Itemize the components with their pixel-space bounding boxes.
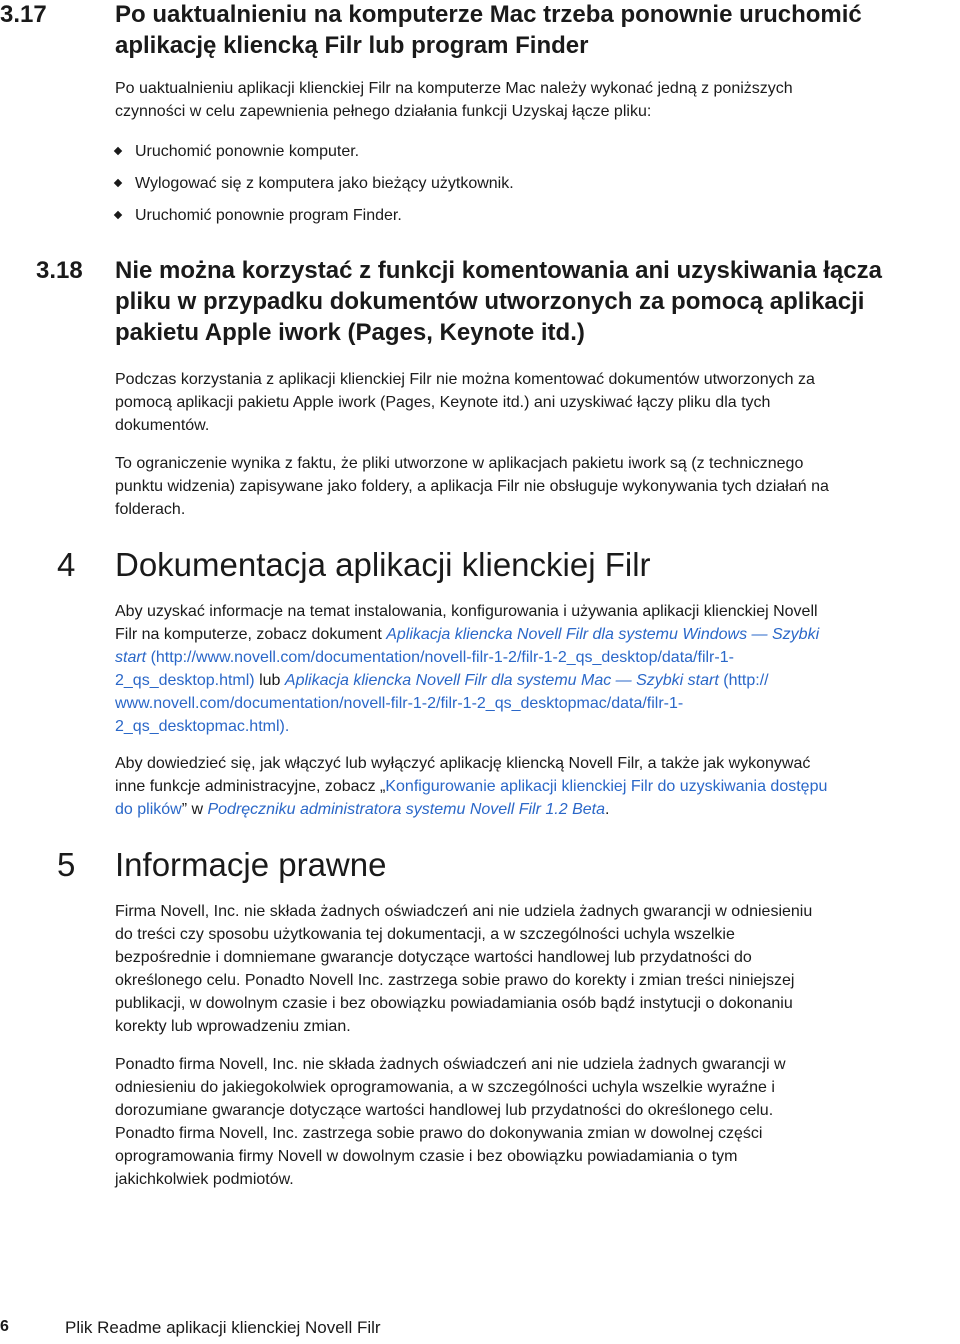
intro-line: Po uaktualnieniu aplikacji klienckiej Filr na komputerze Mac należy wykonać jedną z poniższych <box>115 80 793 97</box>
section-5-paragraph-2: Ponadto firma Novell, Inc. nie składa żadnych oświadczeń ani nie udziela żadnych gwarancji w odniesieniu do jakiegokolwiek oprogramowania, a w szczególności uchyla wszelkie wyraźne i dorozumiane gwarancje dotyczące wartości handlowej lub przydatności do określonego celu. Ponadto firma Novell, Inc. zastrzega sobie prawo do dokonywania zmian w dowolnej części oprogramowania firmy Novell w dowolnym czasie i bez obowiązku powiadamiania o tym jakichkolwiek podmiotów. <box>115 1056 786 1188</box>
link-configure-client[interactable]: Konfigurowanie aplikacji klienckiej Filr do uzyskiwania dostępu <box>385 778 828 795</box>
bullet-diamond-icon <box>114 147 122 155</box>
section-number-3-17: 3.17 <box>0 1 47 28</box>
list-item: Uruchomić ponownie komputer. <box>95 140 957 163</box>
section-title-5: Informacje prawne <box>115 846 387 883</box>
section-3-18-paragraph-2: To ograniczenie wynika z faktu, że pliki utworzone w aplikacjach pakietu iwork są (z technicznego punktu widzenia) zapisywane jako foldery, a aplikacja Filr nie obsługuje wykonywania tych działań na folderach. <box>115 455 829 518</box>
title-line: aplikację kliencką Filr lub program Finder <box>115 32 589 59</box>
title-line: pakietu Apple iwork (Pages, Keynote itd.) <box>115 319 585 346</box>
intro-line: czynności w celu zapewnienia pełnego działania funkcji Uzyskaj łącze pliku: <box>115 103 652 120</box>
link-windows-quickstart[interactable]: Aplikacja kliencka Novell Filr dla systemu Windows — Szybki <box>386 626 820 643</box>
title-line: Nie można korzystać z funkcji komentowania ani uzyskiwania łącza <box>115 257 882 284</box>
section-number-4: 4 <box>57 546 76 583</box>
bullet-diamond-icon <box>114 179 122 187</box>
bullet-list <box>115 140 957 236</box>
section-number-3-18: 3.18 <box>36 257 83 284</box>
section-title-3-18 <box>115 255 957 348</box>
section-3-17-intro <box>115 77 957 123</box>
url-mac-quickstart-end[interactable]: 2_qs_desktopmac.html). <box>115 718 290 735</box>
link-mac-quickstart[interactable]: Aplikacja kliencka Novell Filr dla systemu Mac — Szybki start <box>284 672 719 689</box>
url-mac-quickstart-cont[interactable]: www.novell.com/documentation/novell-filr-1-2/filr-1-2_qs_desktopmac/data/filr-1- <box>115 695 684 712</box>
bullet-diamond-icon <box>114 211 122 219</box>
link-windows-quickstart-cont[interactable]: start <box>115 649 147 666</box>
page-number: 6 <box>0 1318 9 1335</box>
url-windows-quickstart-cont[interactable]: 2_qs_desktop.html) <box>115 672 255 689</box>
section-4-paragraph-1: Aby uzyskać informacje na temat instalowania, konfigurowania i używania aplikacji klienckiej Novell Filr na komputerze, zobacz dokument Aplikacja kliencka Novell Filr dla systemu Windows — Szybki start (http://www.novell.com/documentation/novell-filr-1-2/filr-1-2_qs_desktop/data/filr-1- 2_qs_desktop.html) lub Aplikacja kliencka Novell Filr dla systemu Mac — Szybki start (http:// www.novell.com/documentation/novell-filr-1-2/filr-1-2_qs_desktopmac/data/filr-1- 2_qs_desktopmac.html). <box>115 603 820 735</box>
section-number-5: 5 <box>57 846 76 883</box>
section-3-18-paragraph-1: Podczas korzystania z aplikacji klienckiej Filr nie można komentować dokumentów utworzonych za pomocą aplikacji pakietu Apple iwork (Pages, Keynote itd.) ani uzyskiwać łączy pliku dla tych dokumentów. <box>115 371 815 434</box>
section-title-4: Dokumentacja aplikacji klienckiej Filr <box>115 546 651 583</box>
url-mac-quickstart[interactable]: (http:// <box>718 672 769 689</box>
list-item: Wylogować się z komputera jako bieżący użytkownik. <box>95 172 957 195</box>
section-title-3-17 <box>115 0 957 61</box>
footer-title: Plik Readme aplikacji klienckiej Novell Filr <box>65 1318 381 1337</box>
link-admin-guide[interactable]: Podręczniku administratora systemu Novell Filr 1.2 Beta <box>207 801 605 818</box>
title-line: Po uaktualnieniu na komputerze Mac trzeba ponownie uruchomić <box>115 1 862 28</box>
list-item: Uruchomić ponownie program Finder. <box>95 204 957 227</box>
section-4-paragraph-2: Aby dowiedzieć się, jak włączyć lub wyłączyć aplikację kliencką Novell Filr, a także jak wykonywać inne funkcje administracyjne, zobacz „Konfigurowanie aplikacji klienckiej Filr do uzyskiwania dostępu do plików” w Podręczniku administratora systemu Novell Filr 1.2 Beta. <box>115 755 828 818</box>
title-line: pliku w przypadku dokumentów utworzonych za pomocą aplikacji <box>115 288 865 315</box>
url-windows-quickstart[interactable]: (http://www.novell.com/documentation/novell-filr-1-2/filr-1-2_qs_desktop/data/filr-1- <box>146 649 734 666</box>
link-configure-client-cont[interactable]: do plików <box>115 801 182 818</box>
section-5-paragraph-1: Firma Novell, Inc. nie składa żadnych oświadczeń ani nie udziela żadnych gwarancji w odniesieniu do treści czy sposobu użytkowania tej dokumentacji, a w szczególności uchyla wszelkie bezpośrednie i domniemane gwarancje dotyczące wartości handlowej lub przydatności do określonego celu. Ponadto Novell Inc. zastrzega sobie prawo do korekty i zmian treści niniejszej publikacji, w dowolnym czasie i bez obowiązku powiadamiania osób bądź instytucji o dokonaniu korekty lub wprowadzeniu zmian. <box>115 903 813 1035</box>
